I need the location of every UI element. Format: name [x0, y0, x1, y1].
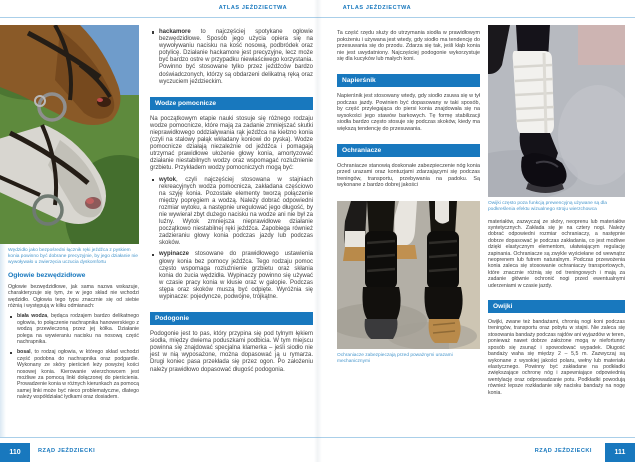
bullet-text: , to rodzaj ogłowia, w którego skład wchodzi część podobna do nachrapnika oraz podgardle. Wykonany ze skóry pierścień leży powyżej kości nosowej konia. Kierowanie wierzchowcem jest możliwe za pomocą linki dołączonej do pierścienia. Prowadzenie konia w różnych kierunkach za pomocą samej linki może być nieco problematyczne, dlatego należy współdziałać łydkami oraz dosiadem. — [17, 349, 139, 401]
horse-boots-photo — [337, 201, 480, 349]
bridles-photo-caption: Wędzidło jako bezpośredni łącznik ręki jeźdźca z pyskiem konia powinno być dobrane precyzyjnie, by jego działanie nie wywoływało u zwierzęcia uczucia dyskomfortu — [8, 248, 138, 265]
bullet-text: to najczęściej spotykane ogłowie bezwędzidłowe. Sposób jego użycia opiera się na wywoływaniu nacisku na kość nosową, podbródek oraz potylicę. Działanie hackamore jest precyzyjne, lecz może być bardzo ostre w przypadku niewłaściwego korzystania. Powinno być stosowane tylko przez jeźdźców bardzo doświadczonych, którzy są obdarzeni delikatną ręką oraz wyczuciem jeździeckim. — [159, 29, 313, 85]
napiersnik-paragraph: Napierśnik jest stosowany wtedy, gdy siodło zsuwa się w tył podczas jazdy. Powinien być dopasowany w taki sposób, by część przylegająca do piersi konia znajdowała się na wysokości jego stawów barkowych. Tę formę stabilizacji siodła bardzo często stosuje się podczas skoków, kiedy ma większą tendencję do przesuwania. — [337, 92, 480, 132]
page-number-left: 110 — [0, 443, 30, 462]
bullet-text: stosowane do prawidłowego ustawienia głowy konia bez pomocy jeźdźca. Tego rodzaju pomoc często wspomaga rozluźnienie grzbietu oraz skłania konia do żucia wędzidła. Wypinaczy powinno się używać w czasie pracy konia w kłusie oraz w galopie. Podczas stępa oraz skoków muszą być odpięte. Wyróżnia się wypinacze: pojedyncze, podwójne, trójkątne. — [159, 251, 313, 300]
page-number-right: 111 — [605, 443, 635, 462]
list-item-bosal — [8, 349, 139, 400]
section-heading-napiersnik: Napierśnik — [337, 74, 480, 87]
page-gutter — [314, 0, 322, 462]
section-heading-ochraniacze: Ochraniacze — [337, 144, 480, 157]
podogonie-paragraph: Podogonie jest to pas, który przypina się pod tylnym łękiem siodła, między dwiema poduszkami podbicia. W tym miejscu powinna się znajdować specjalna klamerka – jeśli siodło nie jest w nią wyposażone, można dopasować ją u rymarza. Drugi koniec pasa przekłada się przez ogon. Po założeniu należy prawidłowo dopasować długość podogonia. — [150, 331, 313, 373]
footer-chapter-label-left: RZĄD JEŹDZIECKI — [38, 448, 96, 454]
section-heading-owijki: Owijki — [488, 300, 625, 313]
bullet-lead: bosal — [17, 349, 31, 356]
bullet-text: , będąca rodzajem bardzo delikatnego ogłowia, to połączenie nachrapnika hanowerskiego z wodzą przewleczoną przez jej kółka. Działanie polega na wywieraniu nacisku na nosową część nachrapnika. — [17, 313, 139, 346]
right-page-column-2 — [488, 25, 625, 396]
bullet-lead: hackamore — [159, 29, 191, 35]
bullet-text: , czyli najczęściej stosowana w stajniach rekreacyjnych wodza pomocnicza, zakładana częściowo na szyję konia. Pozostałe elementy tworzą połączenie między popręgiem a wodzą. Należy dobrać odpowiedni rozmiar wytoku, a następnie uregulować jego długość, by nie wywierał zbyt dużego nacisku na wodze ani nie był za luźny. Wytok zmniejsza nieprawidłowe działanie początkowo niestabilnej ręki jeźdźca. Zapobiega również zadzieraniu głowy konia podczas jazdy lub podczas skoków. — [159, 176, 313, 247]
oglowie-bullet-list — [8, 313, 139, 400]
list-item-hackamore — [150, 29, 313, 86]
bullet-lead: wypinacze — [159, 251, 190, 258]
left-page-column-2 — [150, 29, 313, 374]
list-item-wytok — [150, 177, 313, 248]
running-head-left: ATLAS JEŹDZIECTWA — [218, 5, 288, 11]
ochraniacze-continuation-paragraph: materiałów, zazwyczaj ze skóry, neoprenu lub materiałów syntetycznych. Zakłada się je na cztery nogi. Należy dobrać odpowiedni rozmiar ochraniaczy, a następnie dobrze dopasować je podczas zakładania, co jest możliwe dzięki elastycznym elementom, ułatwiającym regulację zapinania. Ochraniacze są zwykle wyściełane od wewnątrz neoprenem lub futrem naturalnym. Podczas przewożenia konia zaleca się stosowanie ochraniaczy transportowych, które znacznie różnią się od treningowych i mają za zadanie głównie ochronić nogi przed ewentualnymi uderzeniami w czasie jazdy. — [488, 218, 625, 289]
oglowie-intro-paragraph: Ogłowie bezwędzidłowe, jak sama nazwa wskazuje, charakteryzuje się tym, że w jego skład nie wchodzi wędzidło. Ogłowia tego typu znacznie się od siebie różnią i występują w kilku odmianach: — [8, 283, 139, 310]
wodze-intro-paragraph: Na początkowym etapie nauki stosuje się różnego rodzaju wodze pomocnicze, które mają za zadanie zmniejszać skutki nieprawidłowego oddziaływania rąk jeźdźca na kiełzno konia (czyli na stalowy pałąk wkładany koniowi do pyska). Wodze pomocnicze działają niezależnie od jeźdźca i pomagają utrzymać prawidłowe ułożenie głowy konia, amortyzować działanie niestabilnych wodzy oraz wspomagać rozluźnienie grzbietu. Przykładem wodzy pomocniczych mogą być: — [150, 115, 313, 172]
ochraniacze-intro-paragraph: Ochraniacze stanowią doskonałe zabezpieczenie nóg konia przed urazami oraz kontuzjami zdarzającymi się podczas treningów, transportu, przebywania na padoku. Są wykonane z bardzo dobrej jakości — [337, 162, 480, 189]
bandage-photo-caption: Owijki często poza funkcją prewencyjną używane są dla podkreślenia efektu wizualnego stroju wierzchowca — [488, 201, 607, 212]
bullet-lead: wytok — [159, 176, 177, 183]
footer-chapter-label-right: RZĄD JEŹDZIECKI — [534, 448, 592, 454]
hackamore-bullet-list — [150, 29, 313, 86]
owijki-paragraph: Owijki, zwane też bandażami, chronią nogi koni podczas treningów, transportu oraz pobytu w stajni. Nie zaleca się stosowania bandaży podczas rajdów ani wyjazdów w teren, ponieważ nawet dobrze założone mogą w niefortunny sposób się zsunąć i spowodować wypadek. Długość bandaży waha się między 2 – 5,5 m. Zazwyczaj są wykonane z wysokiej jakości polaru, wełny lub materiału elastycznego. Powinny być zakładane na podkładki zwiększające ochronę nóg i zapewniające odpowiednią wentylację oraz odprowadzanie potu. Podkładki powodują również lepsze rozkładanie siły nacisku bandaży na nogę konia. — [488, 319, 625, 396]
section-heading-wodze-pomocnicze: Wodze pomocnicze — [150, 97, 313, 110]
list-item-biala-wodza — [8, 313, 139, 345]
bridled-horse-heads-photo — [0, 25, 139, 244]
heading-oglowie-bezwedzidlowe: Ogłowie bezwędzidłowe — [8, 272, 86, 280]
list-item-wypinacze — [150, 251, 313, 301]
bullet-lead: biała wodza — [17, 313, 48, 320]
page-edge-shadow — [0, 244, 6, 437]
podogonie-continuation-paragraph: Ta część rzędu służy do utrzymania siodła w prawidłowym położeniu i używana jest wtedy, gdy siodło ma tendencję do przesuwania się do przodu. Zdarza się tak, jeśli kłąb konia nie jest uwydatniony. Najczęściej podogonie wykorzystuje się dla kucyków lub małych koni. — [337, 30, 480, 63]
wodze-bullet-list — [150, 177, 313, 302]
left-page-column-1 — [8, 248, 139, 405]
right-page-column-1 — [337, 30, 480, 365]
running-head-right: ATLAS JEŹDZIECTWA — [342, 5, 412, 11]
boots-photo-caption: Ochraniacze zabezpieczają przed poważnymi urazami mechanicznymi — [337, 352, 453, 364]
section-heading-podogonie: Podogonie — [150, 312, 313, 325]
leg-bandage-photo — [488, 25, 625, 197]
